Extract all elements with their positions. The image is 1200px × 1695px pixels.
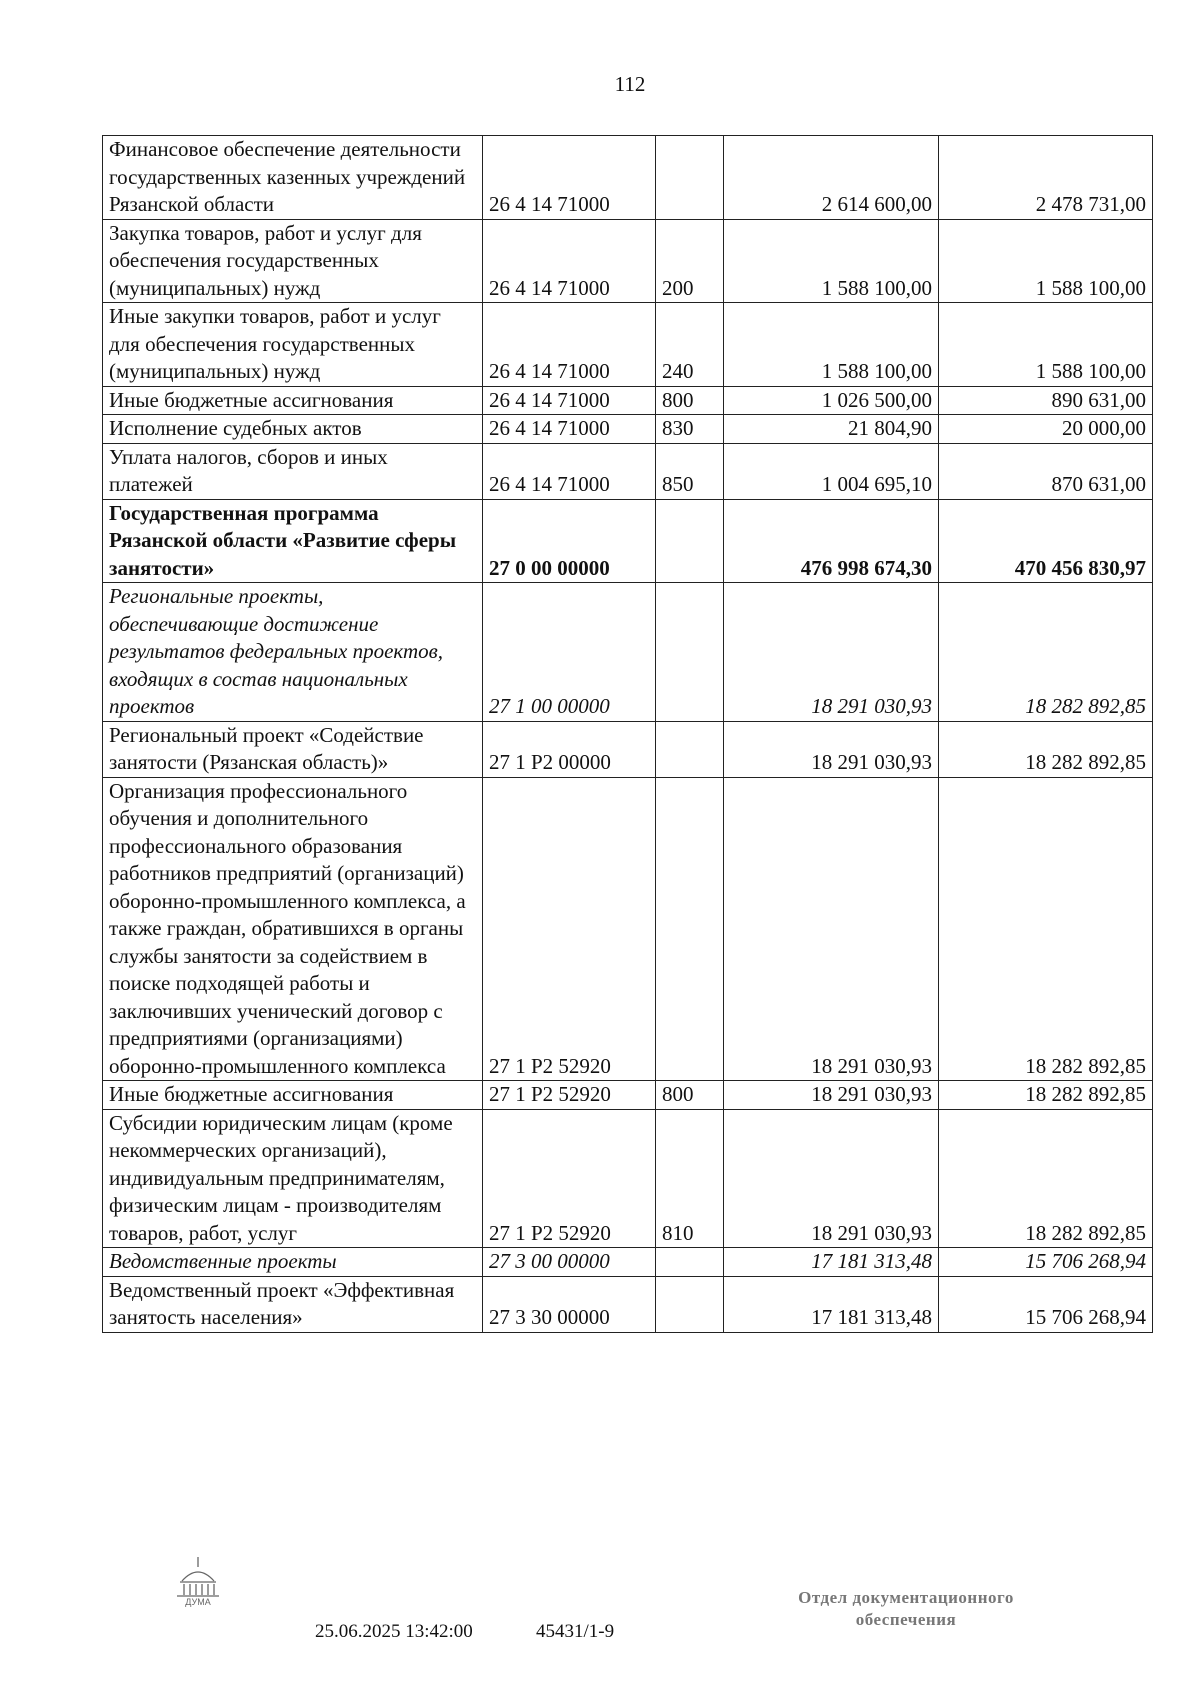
row-sum-2: 15 706 268,94 <box>939 1248 1153 1277</box>
row-sum-2: 1 588 100,00 <box>939 303 1153 387</box>
row-name: Субсидии юридическим лицам (кроме некоммерческих организаций), индивидуальным предпринимателям, физическим лицам - производителям товаров, работ, услуг <box>103 1109 483 1248</box>
row-vr: 850 <box>656 443 724 499</box>
row-code: 27 1 Р2 52920 <box>483 1109 656 1248</box>
table-row <box>103 1276 1153 1332</box>
row-sum-1: 1 026 500,00 <box>724 386 939 415</box>
row-name: Организация профессионального обучения и дополнительного профессионального образования работников предприятий (организаций) оборонно-промышленного комплекса, а также граждан, обратившихся в органы службы занятости за содействием в поиске подходящей работы и заключивших ученический договор с предприятиями (организациями) оборонно-промышленного комплекса <box>103 777 483 1081</box>
row-vr: 240 <box>656 303 724 387</box>
svg-text:ДУМА: ДУМА <box>185 1597 211 1607</box>
row-sum-1: 18 291 030,93 <box>724 721 939 777</box>
row-sum-2: 18 282 892,85 <box>939 583 1153 722</box>
row-sum-2: 20 000,00 <box>939 415 1153 444</box>
row-code: 27 0 00 00000 <box>483 499 656 583</box>
table-row <box>103 721 1153 777</box>
row-code: 26 4 14 71000 <box>483 136 656 220</box>
row-name: Иные бюджетные ассигнования <box>103 386 483 415</box>
row-sum-2: 1 588 100,00 <box>939 219 1153 303</box>
row-code: 27 1 Р2 52920 <box>483 777 656 1081</box>
row-code: 26 4 14 71000 <box>483 219 656 303</box>
table-row <box>103 415 1153 444</box>
table-row <box>103 1109 1153 1248</box>
row-sum-2: 18 282 892,85 <box>939 1081 1153 1110</box>
row-code: 26 4 14 71000 <box>483 386 656 415</box>
row-sum-1: 17 181 313,48 <box>724 1276 939 1332</box>
row-vr <box>656 583 724 722</box>
row-sum-2: 470 456 830,97 <box>939 499 1153 583</box>
row-name: Исполнение судебных актов <box>103 415 483 444</box>
row-sum-1: 18 291 030,93 <box>724 1081 939 1110</box>
row-vr: 810 <box>656 1109 724 1248</box>
row-vr <box>656 136 724 220</box>
row-sum-2: 15 706 268,94 <box>939 1276 1153 1332</box>
row-vr: 800 <box>656 1081 724 1110</box>
row-sum-1: 1 588 100,00 <box>724 219 939 303</box>
row-vr <box>656 499 724 583</box>
row-sum-2: 18 282 892,85 <box>939 777 1153 1081</box>
row-name: Ведомственные проекты <box>103 1248 483 1277</box>
row-sum-1: 21 804,90 <box>724 415 939 444</box>
row-sum-1: 1 588 100,00 <box>724 303 939 387</box>
row-vr <box>656 1276 724 1332</box>
row-vr <box>656 721 724 777</box>
page-number: 112 <box>614 72 646 96</box>
table-row <box>103 136 1153 220</box>
row-sum-2: 18 282 892,85 <box>939 721 1153 777</box>
row-code: 27 3 30 00000 <box>483 1276 656 1332</box>
row-sum-2: 870 631,00 <box>939 443 1153 499</box>
stamp-line-2: обеспечения <box>855 1610 957 1629</box>
table-row <box>103 777 1153 1081</box>
section-row <box>103 583 1153 722</box>
row-sum-1: 476 998 674,30 <box>724 499 939 583</box>
section-row <box>103 1248 1153 1277</box>
footer-doc-number: 45431/1-9 <box>536 1621 615 1642</box>
stamp-line-1: Отдел документационного <box>798 1588 1014 1607</box>
row-sum-2: 18 282 892,85 <box>939 1109 1153 1248</box>
footer-datetime: 25.06.2025 13:42:00 <box>315 1621 473 1642</box>
row-vr <box>656 777 724 1081</box>
row-sum-1: 18 291 030,93 <box>724 1109 939 1248</box>
row-vr: 830 <box>656 415 724 444</box>
row-code: 27 1 Р2 00000 <box>483 721 656 777</box>
row-sum-2: 2 478 731,00 <box>939 136 1153 220</box>
budget-table <box>102 135 1153 1333</box>
row-sum-1: 17 181 313,48 <box>724 1248 939 1277</box>
duma-logo <box>174 1555 222 1612</box>
row-name: Финансовое обеспечение деятельности государственных казенных учреждений Рязанской области <box>103 136 483 220</box>
table-row <box>103 386 1153 415</box>
table-row <box>103 443 1153 499</box>
table-row <box>103 303 1153 387</box>
row-name: Иные бюджетные ассигнования <box>103 1081 483 1110</box>
row-code: 27 1 00 00000 <box>483 583 656 722</box>
row-code: 27 1 Р2 52920 <box>483 1081 656 1110</box>
duma-emblem-icon <box>174 1555 222 1607</box>
table-row <box>103 1081 1153 1110</box>
row-code: 27 3 00 00000 <box>483 1248 656 1277</box>
row-name: Закупка товаров, работ и услуг для обеспечения государственных (муниципальных) нужд <box>103 219 483 303</box>
row-name: Региональный проект «Содействие занятости (Рязанская область)» <box>103 721 483 777</box>
row-name: Иные закупки товаров, работ и услуг для обеспечения государственных (муниципальных) нужд <box>103 303 483 387</box>
row-sum-1: 2 614 600,00 <box>724 136 939 220</box>
row-name: Государственная программа Рязанской области «Развитие сферы занятости» <box>103 499 483 583</box>
program-row <box>103 499 1153 583</box>
row-name: Ведомственный проект «Эффективная занятость населения» <box>103 1276 483 1332</box>
row-code: 26 4 14 71000 <box>483 443 656 499</box>
row-vr: 200 <box>656 219 724 303</box>
row-sum-2: 890 631,00 <box>939 386 1153 415</box>
row-sum-1: 18 291 030,93 <box>724 583 939 722</box>
row-vr <box>656 1248 724 1277</box>
row-code: 26 4 14 71000 <box>483 415 656 444</box>
row-name: Региональные проекты, обеспечивающие достижение результатов федеральных проектов, входящих в состав национальных проектов <box>103 583 483 722</box>
department-stamp <box>756 1587 1056 1631</box>
row-sum-1: 1 004 695,10 <box>724 443 939 499</box>
table-row <box>103 219 1153 303</box>
row-name: Уплата налогов, сборов и иных платежей <box>103 443 483 499</box>
row-sum-1: 18 291 030,93 <box>724 777 939 1081</box>
row-code: 26 4 14 71000 <box>483 303 656 387</box>
row-vr: 800 <box>656 386 724 415</box>
